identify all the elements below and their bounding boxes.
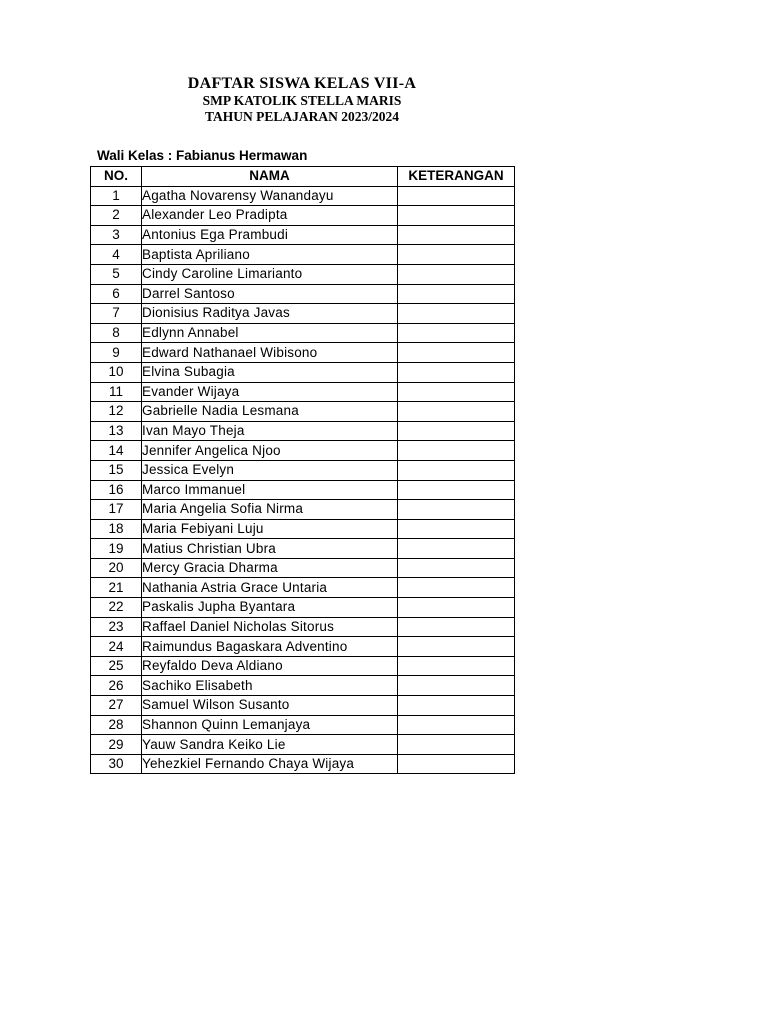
keterangan-cell <box>398 421 515 441</box>
row-number: 30 <box>91 754 142 774</box>
table-row <box>91 225 515 245</box>
keterangan-cell <box>398 343 515 363</box>
row-number: 1 <box>91 186 142 206</box>
student-name: Dionisius Raditya Javas <box>142 304 398 324</box>
student-name: Darrel Santoso <box>142 284 398 304</box>
row-number: 29 <box>91 735 142 755</box>
table-row <box>91 480 515 500</box>
keterangan-cell <box>398 500 515 520</box>
table-row <box>91 519 515 539</box>
table-row <box>91 402 515 422</box>
student-name: Nathania Astria Grace Untaria <box>142 578 398 598</box>
table-row <box>91 245 515 265</box>
row-number: 5 <box>91 264 142 284</box>
homeroom-teacher: Wali Kelas : Fabianus Hermawan <box>97 148 308 163</box>
keterangan-cell <box>398 382 515 402</box>
student-name: Matius Christian Ubra <box>142 539 398 559</box>
keterangan-cell <box>398 598 515 618</box>
keterangan-cell <box>398 539 515 559</box>
table-row <box>91 500 515 520</box>
keterangan-cell <box>398 225 515 245</box>
student-name: Samuel Wilson Susanto <box>142 696 398 716</box>
row-number: 14 <box>91 441 142 461</box>
keterangan-cell <box>398 206 515 226</box>
table-row <box>91 558 515 578</box>
keterangan-cell <box>398 578 515 598</box>
keterangan-cell <box>398 460 515 480</box>
row-number: 12 <box>91 402 142 422</box>
row-number: 18 <box>91 519 142 539</box>
table-row <box>91 460 515 480</box>
row-number: 27 <box>91 696 142 716</box>
student-name: Antonius Ega Prambudi <box>142 225 398 245</box>
keterangan-cell <box>398 656 515 676</box>
student-name: Edlynn Annabel <box>142 323 398 343</box>
student-name: Marco Immanuel <box>142 480 398 500</box>
student-name: Paskalis Jupha Byantara <box>142 598 398 618</box>
row-number: 9 <box>91 343 142 363</box>
row-number: 19 <box>91 539 142 559</box>
keterangan-cell <box>398 735 515 755</box>
column-header-nama: NAMA <box>142 167 398 187</box>
keterangan-cell <box>398 519 515 539</box>
table-row <box>91 264 515 284</box>
table-row <box>91 676 515 696</box>
table-row <box>91 186 515 206</box>
table-row <box>91 696 515 716</box>
row-number: 24 <box>91 637 142 657</box>
table-row <box>91 343 515 363</box>
student-name: Maria Angelia Sofia Nirma <box>142 500 398 520</box>
row-number: 11 <box>91 382 142 402</box>
student-name: Gabrielle Nadia Lesmana <box>142 402 398 422</box>
table-row <box>91 578 515 598</box>
keterangan-cell <box>398 617 515 637</box>
keterangan-cell <box>398 362 515 382</box>
school-name: SMP KATOLIK STELLA MARIS <box>202 93 402 108</box>
student-name: Elvina Subagia <box>142 362 398 382</box>
table-row <box>91 304 515 324</box>
student-name: Maria Febiyani Luju <box>142 519 398 539</box>
keterangan-cell <box>398 304 515 324</box>
keterangan-cell <box>398 186 515 206</box>
table-row <box>91 323 515 343</box>
row-number: 7 <box>91 304 142 324</box>
row-number: 3 <box>91 225 142 245</box>
table-row <box>91 617 515 637</box>
student-name: Sachiko Elisabeth <box>142 676 398 696</box>
row-number: 25 <box>91 656 142 676</box>
row-number: 4 <box>91 245 142 265</box>
table-row <box>91 735 515 755</box>
student-name: Yehezkiel Fernando Chaya Wijaya <box>142 754 398 774</box>
keterangan-cell <box>398 245 515 265</box>
keterangan-cell <box>398 754 515 774</box>
table-row <box>91 598 515 618</box>
table-row <box>91 206 515 226</box>
table-row <box>91 637 515 657</box>
student-name: Edward Nathanael Wibisono <box>142 343 398 363</box>
row-number: 26 <box>91 676 142 696</box>
student-name: Yauw Sandra Keiko Lie <box>142 735 398 755</box>
table-row <box>91 441 515 461</box>
student-name: Mercy Gracia Dharma <box>142 558 398 578</box>
keterangan-cell <box>398 264 515 284</box>
student-name: Ivan Mayo Theja <box>142 421 398 441</box>
row-number: 13 <box>91 421 142 441</box>
column-header-no: NO. <box>91 167 142 187</box>
row-number: 2 <box>91 206 142 226</box>
student-name: Shannon Quinn Lemanjaya <box>142 715 398 735</box>
academic-year: TAHUN PELAJARAN 2023/2024 <box>204 109 399 124</box>
keterangan-cell <box>398 284 515 304</box>
keterangan-cell <box>398 676 515 696</box>
table-row <box>91 362 515 382</box>
row-number: 15 <box>91 460 142 480</box>
column-header-keterangan: KETERANGAN <box>398 167 515 187</box>
document-header <box>90 75 514 125</box>
table-row <box>91 421 515 441</box>
row-number: 28 <box>91 715 142 735</box>
table-row <box>91 382 515 402</box>
row-number: 20 <box>91 558 142 578</box>
keterangan-cell <box>398 637 515 657</box>
student-name: Reyfaldo Deva Aldiano <box>142 656 398 676</box>
student-name: Raimundus Bagaskara Adventino <box>142 637 398 657</box>
row-number: 21 <box>91 578 142 598</box>
keterangan-cell <box>398 441 515 461</box>
table-row <box>91 656 515 676</box>
row-number: 22 <box>91 598 142 618</box>
table-row <box>91 715 515 735</box>
row-number: 8 <box>91 323 142 343</box>
table-body <box>91 186 515 774</box>
keterangan-cell <box>398 715 515 735</box>
student-name: Cindy Caroline Limarianto <box>142 264 398 284</box>
row-number: 17 <box>91 500 142 520</box>
table-row <box>91 754 515 774</box>
row-number: 23 <box>91 617 142 637</box>
student-name: Raffael Daniel Nicholas Sitorus <box>142 617 398 637</box>
table-header-row <box>91 167 515 187</box>
keterangan-cell <box>398 558 515 578</box>
keterangan-cell <box>398 696 515 716</box>
student-name: Baptista Apriliano <box>142 245 398 265</box>
student-roster-table <box>90 166 515 774</box>
keterangan-cell <box>398 323 515 343</box>
student-name: Jessica Evelyn <box>142 460 398 480</box>
student-name: Alexander Leo Pradipta <box>142 206 398 226</box>
student-name: Agatha Novarensy Wanandayu <box>142 186 398 206</box>
student-name: Jennifer Angelica Njoo <box>142 441 398 461</box>
row-number: 16 <box>91 480 142 500</box>
table-row <box>91 539 515 559</box>
keterangan-cell <box>398 402 515 422</box>
student-name: Evander Wijaya <box>142 382 398 402</box>
document-title: DAFTAR SISWA KELAS VII-A <box>187 75 417 92</box>
table-row <box>91 284 515 304</box>
row-number: 10 <box>91 362 142 382</box>
keterangan-cell <box>398 480 515 500</box>
row-number: 6 <box>91 284 142 304</box>
